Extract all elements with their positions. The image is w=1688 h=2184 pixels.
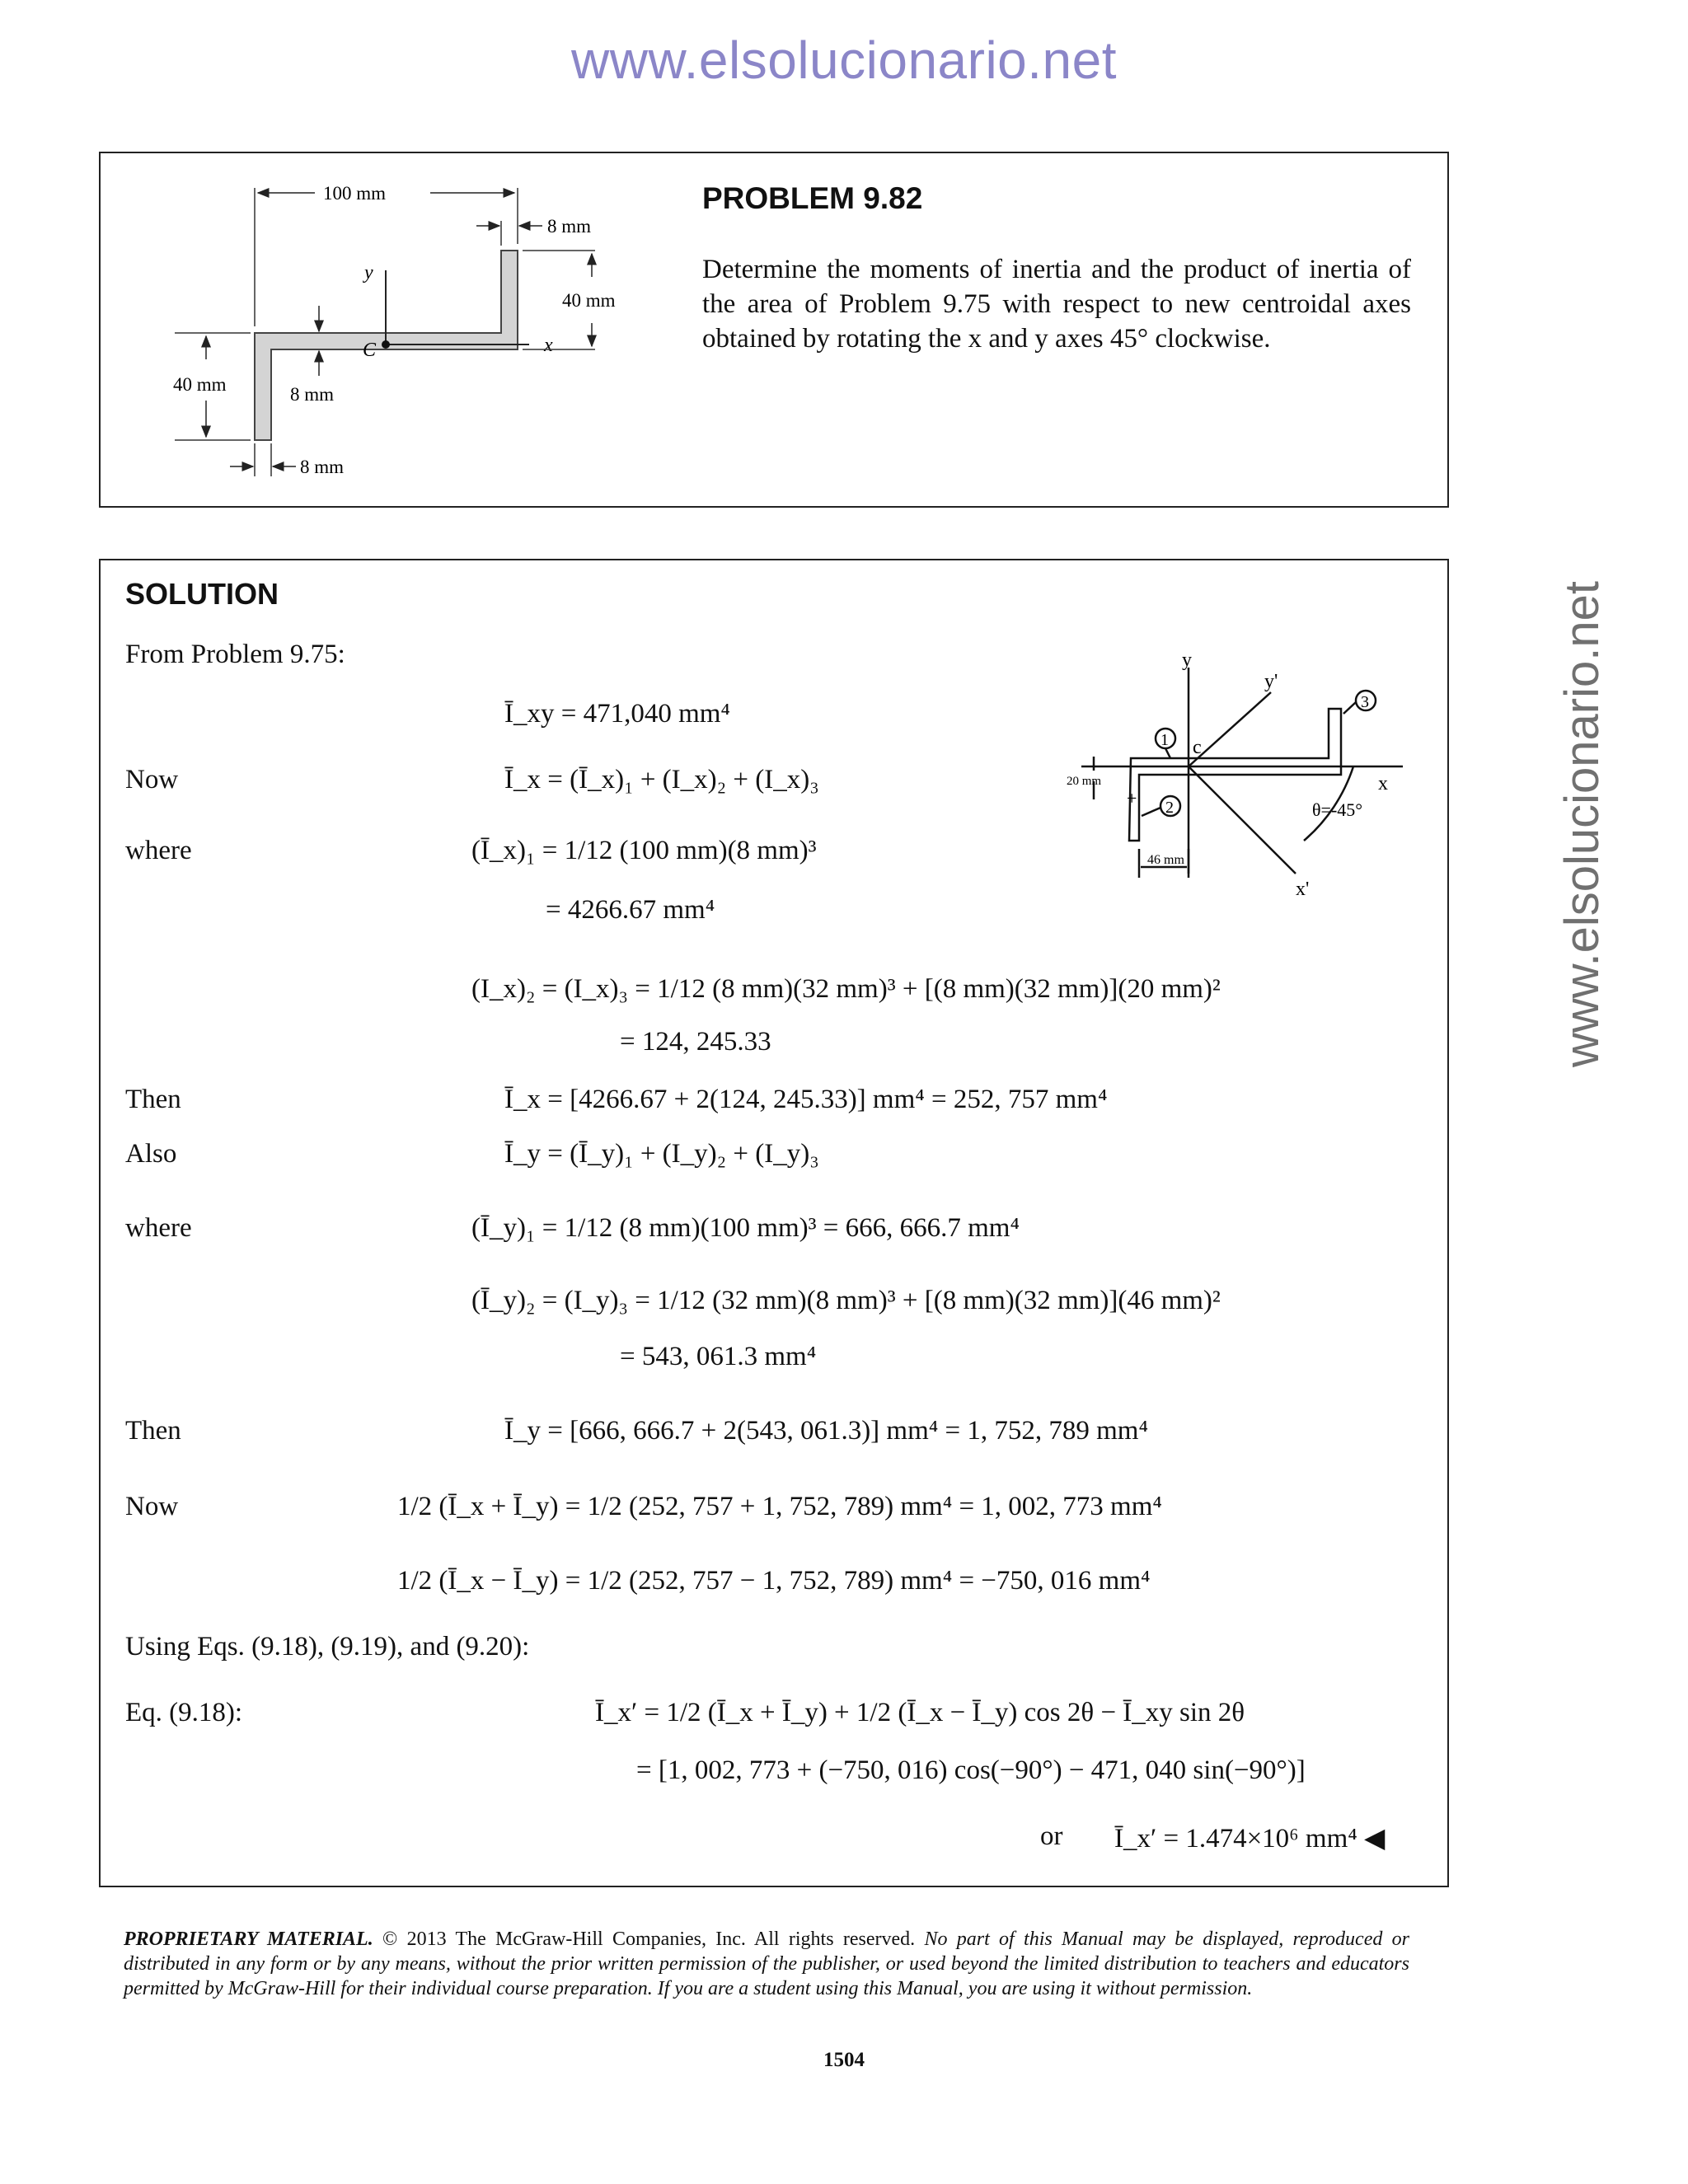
eq-ix-sum: Ī_x = (Ī_x)₁ + (I_x)₂ + (I_x)₃ — [504, 765, 819, 794]
problem-box — [99, 152, 1449, 508]
eq-iy-total: Ī_y = [666, 666.7 + 2(543, 061.3)] mm⁴ = 1, 752, 789 mm⁴ — [504, 1416, 1148, 1446]
eq-ix2: (I_x)₂ = (I_x)₃ = 1/12 (8 mm)(32 mm)³ + [(8 mm)(32 mm)](20 mm)² — [471, 974, 1221, 1004]
eq-iy2: (Ī_y)₂ = (I_y)₃ = 1/12 (32 mm)(8 mm)³ + [(8 mm)(32 mm)](46 mm)² — [471, 1286, 1221, 1315]
eq-ix-total: Ī_x = [4266.67 + 2(124, 245.33)] mm⁴ = 252, 757 mm⁴ — [504, 1085, 1108, 1114]
label-then-1: Then — [125, 1085, 181, 1114]
label-also: Also — [125, 1139, 177, 1169]
watermark-top: www.elsolucionario.net — [571, 30, 1117, 90]
sketch-yprime: y' — [1264, 671, 1278, 692]
dim-40mm-right: 40 mm — [562, 290, 616, 311]
solution-sketch — [1024, 651, 1419, 898]
footer-copyright — [124, 1927, 1409, 2001]
sketch-xprime: x' — [1296, 879, 1310, 898]
eq-ixprime-answer: Ī_x′ = 1.474×10⁶ mm⁴ ◀ — [1114, 1824, 1386, 1854]
eq-ixprime-formula: Ī_x′ = 1/2 (Ī_x + Ī_y) + 1/2 (Ī_x − Ī_y) cos 2θ − Ī_xy sin 2θ — [595, 1698, 1245, 1727]
eq-ixprime-substituted: = [1, 002, 773 + (−750, 016) cos(−90°) − 471, 040 sin(−90°)] — [636, 1755, 1306, 1785]
sketch-n3: 3 — [1361, 693, 1369, 711]
label-from: From Problem 9.75: — [125, 640, 345, 669]
eq-half-sum: 1/2 (Ī_x + Ī_y) = 1/2 (252, 757 + 1, 752, 789) mm⁴ = 1, 002, 773 mm⁴ — [397, 1492, 1162, 1521]
label-now-2: Now — [125, 1492, 179, 1521]
label-or: or — [1040, 1821, 1063, 1851]
axis-x-label: x — [544, 335, 553, 356]
label-where-2: where — [125, 1213, 192, 1243]
label-eq-918: Eq. (9.18): — [125, 1698, 243, 1727]
eq-iy2-value: = 543, 061.3 mm⁴ — [620, 1342, 817, 1371]
sketch-dim46: 46 mm — [1147, 853, 1184, 867]
centroid-label: C — [363, 340, 377, 361]
sketch-dim20: 20 mm — [1067, 775, 1102, 788]
label-using-eqs: Using Eqs. (9.18), (9.19), and (9.20): — [125, 1632, 530, 1661]
solution-box — [99, 559, 1449, 1887]
eq-ixy: Ī_xy = 471,040 mm⁴ — [504, 699, 730, 729]
eq-ix1: (Ī_x)₁ = 1/12 (100 mm)(8 mm)³ — [471, 836, 817, 865]
sketch-plus: + — [1127, 788, 1137, 808]
centroid-dot — [382, 340, 390, 349]
sketch-c: c — [1193, 737, 1202, 758]
dim-40mm-left: 40 mm — [173, 374, 227, 395]
page-number: 1504 — [823, 2049, 865, 2071]
footer-copyright-line: © 2013 The McGraw-Hill Companies, Inc. All rights reserved. — [382, 1929, 916, 1950]
problem-figure — [101, 153, 678, 508]
problem-title: PROBLEM 9.82 — [702, 181, 923, 215]
dim-8mm-top: 8 mm — [547, 216, 592, 237]
sketch-n1: 1 — [1160, 731, 1169, 749]
problem-statement: Determine the moments of inertia and the product of inertia of the area of Problem 9.75 with respect to new centroidal axes obtained by rotating the x and y axes 45° clockwise. — [702, 255, 1411, 354]
label-then-2: Then — [125, 1416, 181, 1446]
axis-y-label: y — [364, 262, 373, 284]
label-where-1: where — [125, 836, 192, 865]
sketch-theta: θ=-45° — [1312, 799, 1363, 820]
dim-8mm-mid: 8 mm — [290, 384, 335, 405]
dim-100mm: 100 mm — [323, 183, 387, 204]
eq-iy-sum: Ī_y = (Ī_y)₁ + (I_y)₂ + (I_y)₃ — [504, 1139, 819, 1169]
sketch-x: x — [1378, 773, 1388, 794]
eq-ix2-value: = 124, 245.33 — [620, 1027, 771, 1057]
eq-half-diff: 1/2 (Ī_x − Ī_y) = 1/2 (252, 757 − 1, 752, 789) mm⁴ = −750, 016 mm⁴ — [397, 1566, 1151, 1596]
label-now-1: Now — [125, 765, 179, 794]
eq-iy1: (Ī_y)₁ = 1/12 (8 mm)(100 mm)³ = 666, 666.7 mm⁴ — [471, 1213, 1020, 1243]
watermark-side: www.elsolucionario.net — [1555, 581, 1609, 1067]
solution-title: SOLUTION — [125, 577, 279, 611]
dim-8mm-bottom: 8 mm — [300, 457, 345, 477]
footer-notice: No part of this Manual may be displayed, reproduced or distributed in any form or by any means, without the prior written permission of the publisher, or used beyond the limited distribution to teachers and educators permitted by McGraw-Hill for their individual course preparation. If you are a student using this Manual, you are using it without permission. — [124, 1929, 1409, 1999]
footer-bold: PROPRIETARY MATERIAL. — [124, 1929, 373, 1950]
eq-ix1-value: = 4266.67 mm⁴ — [546, 895, 715, 925]
sketch-n2: 2 — [1165, 799, 1174, 817]
sketch-y: y — [1182, 651, 1192, 671]
